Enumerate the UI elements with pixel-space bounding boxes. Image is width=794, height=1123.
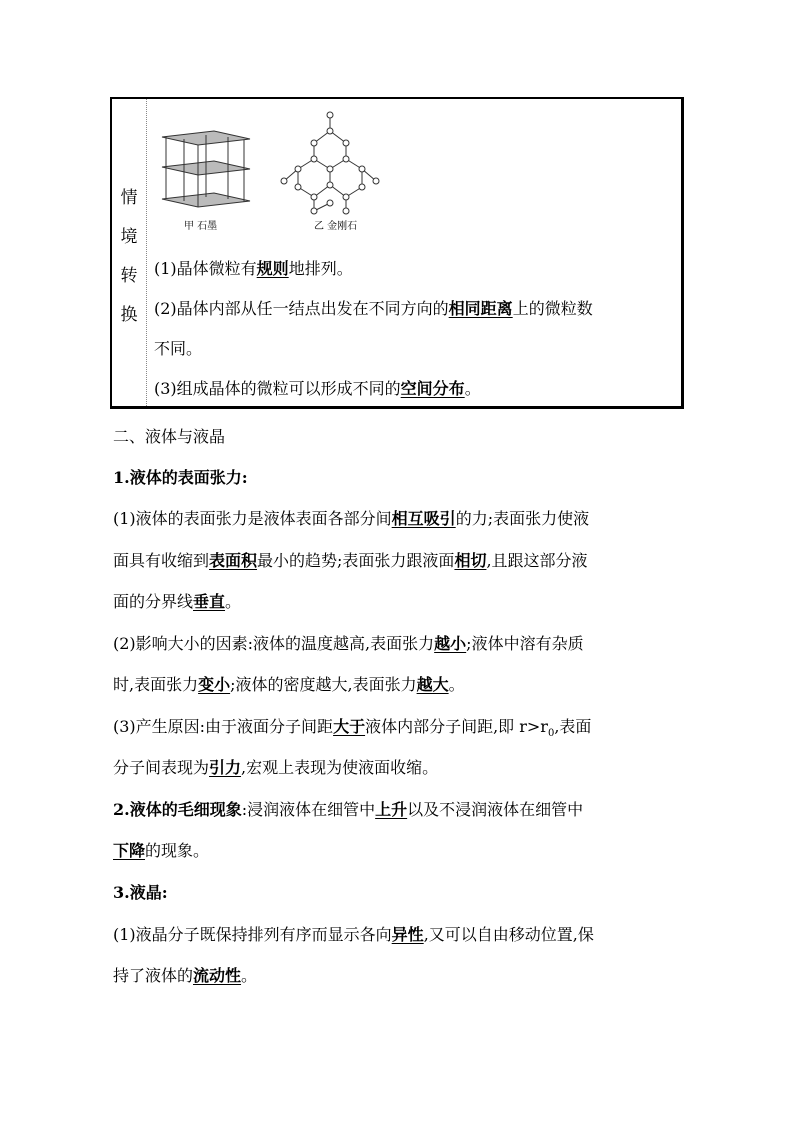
keyword: 表面积 [209, 551, 258, 570]
p2-line-1: 2.液体的毛细现象:浸润液体在细管中上升以及不浸润液体在细管中 [113, 800, 584, 819]
side-char: 转 [120, 266, 138, 286]
p2-line-2: 下降的现象。 [113, 841, 210, 860]
keyword: 相切 [454, 551, 487, 570]
side-label [112, 179, 146, 335]
p3a-line-2: 持了液体的流动性。 [113, 966, 258, 985]
keyword: 垂直 [193, 592, 226, 611]
diamond-figure [281, 112, 379, 214]
p1c-line-1: (3)产生原因:由于液面分子间距大于液体内部分子间距,即 $r>r_0$,表面 [113, 717, 592, 740]
heading-liquid-crystal: 3.液晶: [113, 883, 168, 902]
side-char: 情 [120, 188, 138, 208]
crystal-illustration [154, 107, 394, 231]
keyword: 上升 [375, 800, 408, 819]
p1c-line-2: 分子间表现为引力,宏观上表现为使液面收缩。 [113, 758, 439, 777]
section-title: 二、液体与液晶 [113, 427, 226, 446]
situation-box [110, 97, 684, 409]
side-char: 境 [120, 227, 138, 247]
p1a-line-1: (1)液体的表面张力是液体表面各部分间相互吸引的力;表面张力使液 [113, 509, 590, 528]
keyword: 越小 [434, 634, 467, 653]
graphite-figure [162, 131, 250, 207]
graphite-caption: 甲 石墨 [184, 221, 218, 232]
p1b-line-1: (2)影响大小的因素:液体的温度越高,表面张力越小;液体中溶有杂质 [113, 634, 584, 653]
keyword: 规则 [256, 259, 289, 278]
p3a-line-1: (1)液晶分子既保持排列有序而显示各向异性,又可以自由移动位置,保 [113, 925, 594, 944]
keyword: 流动性 [193, 966, 242, 985]
keyword: 空间分布 [400, 379, 465, 398]
keyword: 相同距离 [448, 299, 513, 318]
side-char: 换 [120, 305, 138, 325]
crystal-figures [154, 107, 394, 231]
box-line-3: (3)组成晶体的微粒可以形成不同的空间分布。 [154, 379, 481, 398]
diamond-caption: 乙 金刚石 [314, 221, 358, 232]
keyword: 大于 [333, 717, 366, 736]
keyword: 引力 [209, 758, 242, 777]
p1b-line-2: 时,表面张力变小;液体的密度越大,表面张力越大。 [113, 675, 465, 694]
keyword: 下降 [113, 841, 146, 860]
keyword: 越大 [416, 675, 449, 694]
keyword: 变小 [198, 675, 231, 694]
p1a-line-2: 面具有收缩到表面积最小的趋势;表面张力跟液面相切,且跟这部分液 [113, 551, 588, 570]
heading-surface-tension: 1.液体的表面张力: [113, 468, 248, 487]
box-line-1: (1)晶体微粒有规则地排列。 [154, 259, 353, 278]
box-line-2: (2)晶体内部从任一结点出发在不同方向的相同距离上的微粒数 [154, 299, 593, 318]
heading-capillary: 2.液体的毛细现象 [113, 800, 242, 819]
p1a-line-3: 面的分界线垂直。 [113, 592, 242, 611]
box-divider [146, 99, 147, 406]
keyword: 异性 [391, 925, 424, 944]
keyword: 相互吸引 [391, 509, 456, 528]
box-line-2b: 不同。 [154, 339, 203, 358]
